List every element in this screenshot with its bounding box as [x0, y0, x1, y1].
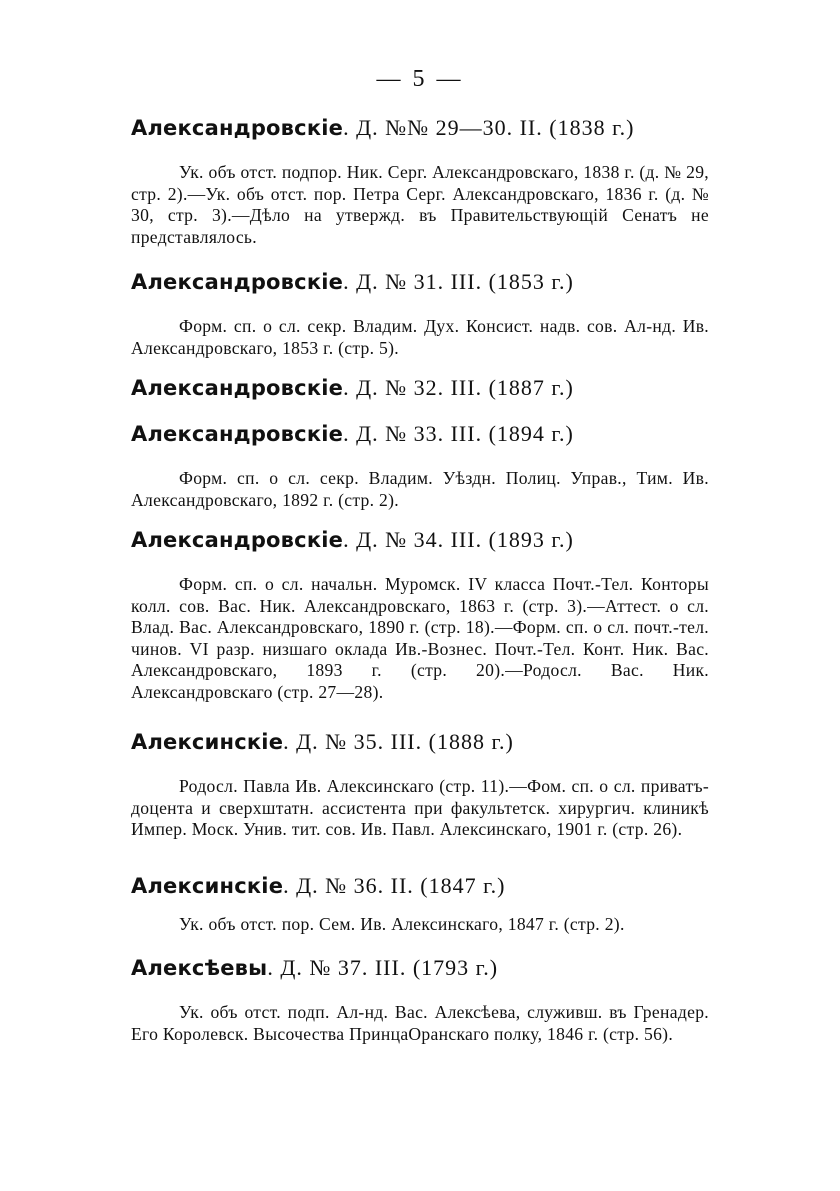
- archive-entry: [131, 526, 709, 703]
- entry-heading: [131, 374, 709, 402]
- archive-entry: [131, 954, 709, 1045]
- family-name: Алексѣевы: [131, 956, 268, 980]
- file-reference: . Д. № 35. III. (1888 г.): [283, 729, 514, 754]
- entry-heading: [131, 268, 709, 296]
- entry-description: Форм. сп. о сл. секр. Владим. Уѣздн. Полиц. Управ., Тим. Ив. Александровскаго, 1892 г. (стр. 2).: [131, 468, 709, 510]
- family-name: Александровскіе: [131, 116, 344, 140]
- family-name: Алексинскіе: [131, 874, 284, 898]
- family-name: Александровскіе: [131, 270, 344, 294]
- entry-description: Ук. объ отст. пор. Сем. Ив. Алексинскаго, 1847 г. (стр. 2).: [179, 914, 625, 934]
- entry-heading: [131, 954, 709, 982]
- file-reference: . Д. № 33. III. (1894 г.): [343, 421, 574, 446]
- family-name: Александровскіе: [131, 528, 344, 552]
- archive-entry: [131, 114, 709, 248]
- file-reference: . Д. № 36. II. (1847 г.): [283, 873, 506, 898]
- file-reference: . Д. № 31. III. (1853 г.): [343, 269, 574, 294]
- entry-heading: [131, 872, 709, 900]
- entry-description: Форм. сп. о сл. секр. Владим. Дух. Консист. надв. сов. Ал-нд. Ив. Александровскаго, 1853 г. (стр. 5).: [131, 316, 709, 358]
- file-reference: . Д. № 34. III. (1893 г.): [343, 527, 574, 552]
- entry-heading: [131, 420, 709, 448]
- archive-entry: [131, 872, 709, 936]
- entry-heading: [131, 728, 709, 756]
- archive-entry: [131, 268, 709, 359]
- family-name: Александровскіе: [131, 376, 344, 400]
- file-reference: . Д. №№ 29—30. II. (1838 г.): [343, 115, 635, 140]
- entry-description: Ук. объ отст. подпор. Ник. Серг. Александровскаго, 1838 г. (д. № 29, стр. 2).—Ук. объ отст. пор. Петра Серг. Александровскаго, 1836 г. (д. № 30, стр. 3).—Дѣло на утвержд. въ Правительствующій Сенатъ не представлялось.: [131, 162, 709, 247]
- archive-entry: [131, 420, 709, 511]
- archive-entry: [131, 374, 709, 402]
- entry-description: Форм. сп. о сл. начальн. Муромск. IV класса Почт.-Тел. Конторы колл. сов. Вас. Ник. Александровскаго, 1863 г. (стр. 3).—Аттест. о сл. Влад. Вас. Александровскаго, 1890 г. (стр. 18).—Форм. сп. о сл. почт.-тел. чинов. VI разр. низшаго оклада Ив.-Вознес. Почт.-Тел. Конт. Ник. Вас. Александровскаго, 1893 г. (стр. 20).—Родосл. Вас. Ник. Александровскаго (стр. 27—28).: [131, 574, 709, 702]
- family-name: Алексинскіе: [131, 730, 284, 754]
- archive-entry: [131, 728, 709, 841]
- entry-description: Ук. объ отст. подп. Ал-нд. Вас. Алексѣева, служивш. въ Гренадер. Его Королевск. Высочества ПринцаОранскаго полку, 1846 г. (стр. 56).: [131, 1002, 709, 1044]
- entry-heading: [131, 526, 709, 554]
- entry-heading: [131, 114, 709, 142]
- family-name: Александровскіе: [131, 422, 344, 446]
- file-reference: . Д. № 37. III. (1793 г.): [267, 955, 499, 980]
- page-number: — 5 —: [376, 66, 464, 92]
- file-reference: . Д. № 32. III. (1887 г.): [343, 375, 574, 400]
- entry-description: Родосл. Павла Ив. Алексинскаго (стр. 11).—Фом. сп. о сл. приватъ-доцента и сверхштатн. ассистента при факультетск. хирургич. клиникѣ Импер. Моск. Унив. тит. сов. Ив. Павл. Алексинскаго, 1901 г. (стр. 26).: [131, 776, 709, 839]
